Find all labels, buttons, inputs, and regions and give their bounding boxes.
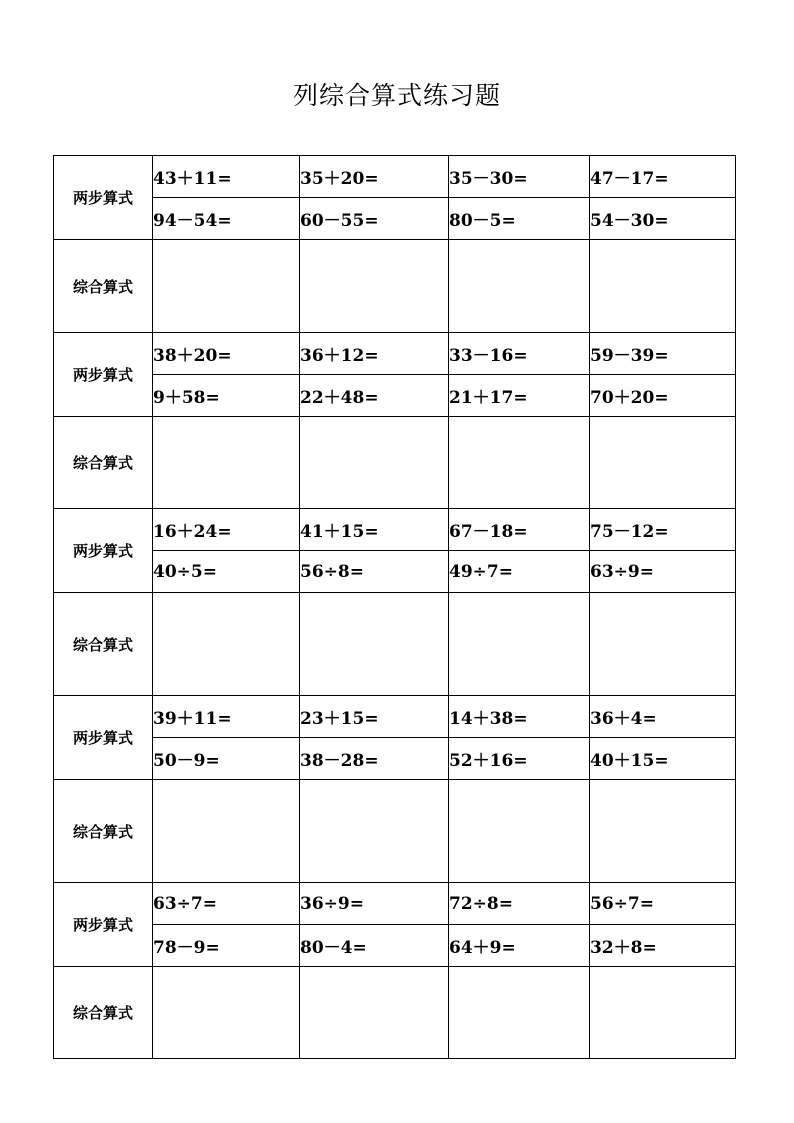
two-step-label: 两步算式 bbox=[54, 883, 153, 967]
page-title: 列综合算式练习题 bbox=[292, 81, 501, 110]
problem-cell: 36÷9= bbox=[300, 883, 449, 925]
problem-cell: 41＋15= bbox=[300, 509, 449, 551]
answer-box[interactable] bbox=[300, 780, 449, 883]
problem-cell: 47－17= bbox=[590, 156, 736, 198]
answer-box[interactable] bbox=[300, 240, 449, 333]
problem-cell: 14＋38= bbox=[449, 696, 590, 738]
answer-box[interactable] bbox=[590, 967, 736, 1059]
problem-cell: 32＋8= bbox=[590, 925, 736, 967]
two-step-row bbox=[54, 198, 736, 240]
answer-box[interactable] bbox=[300, 593, 449, 696]
answer-box[interactable] bbox=[300, 967, 449, 1059]
problem-cell: 94－54= bbox=[153, 198, 300, 240]
problem-cell: 40÷5= bbox=[153, 551, 300, 593]
combined-row bbox=[54, 240, 736, 333]
problem-cell: 75－12= bbox=[590, 509, 736, 551]
combined-row bbox=[54, 967, 736, 1059]
problem-cell: 40＋15= bbox=[590, 738, 736, 780]
problem-cell: 38－28= bbox=[300, 738, 449, 780]
exercise-table bbox=[53, 155, 736, 1059]
problem-cell: 50－9= bbox=[153, 738, 300, 780]
combined-label: 综合算式 bbox=[54, 967, 153, 1059]
answer-box[interactable] bbox=[449, 240, 590, 333]
problem-cell: 33－16= bbox=[449, 333, 590, 375]
problem-cell: 35－30= bbox=[449, 156, 590, 198]
combined-label: 综合算式 bbox=[54, 240, 153, 333]
two-step-row bbox=[54, 738, 736, 780]
problem-cell: 38＋20= bbox=[153, 333, 300, 375]
problem-cell: 16＋24= bbox=[153, 509, 300, 551]
answer-box[interactable] bbox=[590, 780, 736, 883]
two-step-row bbox=[54, 509, 736, 551]
answer-box[interactable] bbox=[153, 417, 300, 509]
problem-cell: 64＋9= bbox=[449, 925, 590, 967]
answer-box[interactable] bbox=[153, 967, 300, 1059]
combined-label: 综合算式 bbox=[54, 780, 153, 883]
combined-row bbox=[54, 780, 736, 883]
problem-cell: 49÷7= bbox=[449, 551, 590, 593]
two-step-label: 两步算式 bbox=[54, 509, 153, 593]
combined-label: 综合算式 bbox=[54, 417, 153, 509]
problem-cell: 72÷8= bbox=[449, 883, 590, 925]
problem-cell: 39＋11= bbox=[153, 696, 300, 738]
two-step-label: 两步算式 bbox=[54, 156, 153, 240]
problem-cell: 60－55= bbox=[300, 198, 449, 240]
answer-box[interactable] bbox=[590, 593, 736, 696]
answer-box[interactable] bbox=[153, 780, 300, 883]
problem-cell: 70＋20= bbox=[590, 375, 736, 417]
combined-label: 综合算式 bbox=[54, 593, 153, 696]
two-step-row bbox=[54, 925, 736, 967]
problem-cell: 80－5= bbox=[449, 198, 590, 240]
problem-cell: 43＋11= bbox=[153, 156, 300, 198]
answer-box[interactable] bbox=[590, 240, 736, 333]
two-step-row bbox=[54, 333, 736, 375]
problem-cell: 67－18= bbox=[449, 509, 590, 551]
combined-row bbox=[54, 593, 736, 696]
two-step-row bbox=[54, 696, 736, 738]
problem-cell: 22＋48= bbox=[300, 375, 449, 417]
problem-cell: 36＋4= bbox=[590, 696, 736, 738]
problem-cell: 52＋16= bbox=[449, 738, 590, 780]
answer-box[interactable] bbox=[300, 417, 449, 509]
answer-box[interactable] bbox=[449, 417, 590, 509]
problem-cell: 9＋58= bbox=[153, 375, 300, 417]
two-step-label: 两步算式 bbox=[54, 696, 153, 780]
problem-cell: 35＋20= bbox=[300, 156, 449, 198]
problem-cell: 56÷7= bbox=[590, 883, 736, 925]
two-step-row bbox=[54, 883, 736, 925]
answer-box[interactable] bbox=[449, 593, 590, 696]
answer-box[interactable] bbox=[590, 417, 736, 509]
two-step-row bbox=[54, 156, 736, 198]
problem-cell: 63÷9= bbox=[590, 551, 736, 593]
two-step-label: 两步算式 bbox=[54, 333, 153, 417]
answer-box[interactable] bbox=[449, 780, 590, 883]
answer-box[interactable] bbox=[449, 967, 590, 1059]
problem-cell: 63÷7= bbox=[153, 883, 300, 925]
problem-cell: 36＋12= bbox=[300, 333, 449, 375]
two-step-row bbox=[54, 551, 736, 593]
answer-box[interactable] bbox=[153, 593, 300, 696]
problem-cell: 21＋17= bbox=[449, 375, 590, 417]
combined-row bbox=[54, 417, 736, 509]
problem-cell: 23＋15= bbox=[300, 696, 449, 738]
problem-cell: 59－39= bbox=[590, 333, 736, 375]
problem-cell: 80－4= bbox=[300, 925, 449, 967]
problem-cell: 56÷8= bbox=[300, 551, 449, 593]
problem-cell: 78－9= bbox=[153, 925, 300, 967]
problem-cell: 54－30= bbox=[590, 198, 736, 240]
answer-box[interactable] bbox=[153, 240, 300, 333]
two-step-row bbox=[54, 375, 736, 417]
